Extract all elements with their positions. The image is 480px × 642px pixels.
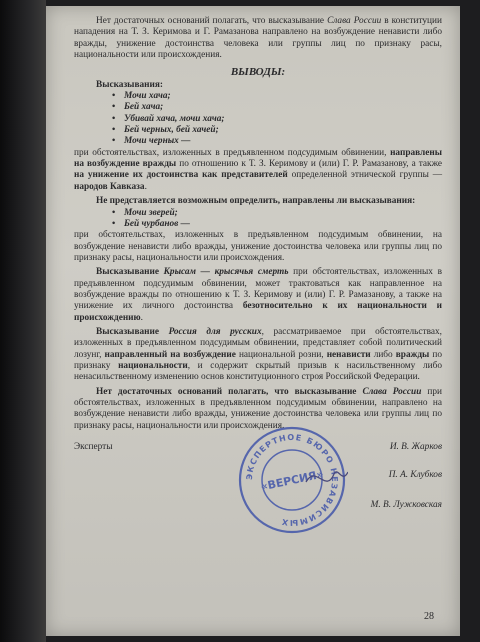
list-item: • Мочи черных — — [124, 136, 442, 147]
list-item: • Бей черных, бей хачей; — [124, 125, 442, 136]
list-item: • Бей хача; — [124, 102, 442, 113]
expert-name-1: И. В. Жарков — [389, 442, 442, 453]
page-content — [74, 16, 442, 532]
paragraph-conclusion-2: при обстоятельствах, изложенных в предъявленном подсудимым обвинении, на возбуждение ненависти либо вражды, унижение достоинства человека или группы лиц по признаку расы, национальности или происхождения. — [74, 230, 442, 263]
cannot-determine-heading: Не представляется возможным определить, направлены ли высказывания: — [96, 196, 416, 207]
expert-name-2: П. А. Клубков — [388, 470, 442, 481]
paragraph-conclusion-3: Высказывание Крысам — крысячья смерть при обстоятельствах, изложенных в предъявленном подсудимым обвинении, может трактоваться как направленное на возбуждение вражды по отношению к Т. З. Керимову и (или) Г. Р. Рамазанову, а также на унижение их личного достоинства безотносительно к их национальности и происхождению. — [74, 267, 442, 323]
paragraph-conclusion-4: Высказывание Россия для русских, рассматриваемое при обстоятельствах, изложенных в предъявленном подсудимым обвинении, представляет собой политический лозунг, направленный на возбуждение национальной розни, ненависти либо вражды по признаку национальности, и содержит скрытый призыв к насильственному либо ненасильственному изменению основ конституционного строя Российской Федерации. — [74, 326, 442, 383]
book-spine-shadow — [0, 0, 46, 642]
experts-label: Эксперты — [74, 442, 113, 453]
conclusions-heading: ВЫВОДЫ: — [230, 66, 286, 79]
list-item: • Мочи зверей; — [124, 208, 442, 219]
list-item: • Мочи хача; — [124, 91, 442, 102]
statements-list-2 — [74, 208, 442, 231]
statements-list-1 — [74, 91, 442, 148]
paragraph-intro: Нет достаточных оснований полагать, что высказывание Слава России в конституции нападения на Т. З. Керимова и Г. Рамазанова направлено на возбуждение ненависти либо вражды, унижение достоинства человека или группы лиц по признаку расы, национальности или происхождения. — [74, 16, 442, 61]
organization-stamp — [236, 424, 348, 536]
stamp-center-text: «ВЕРСИЯ» — [259, 467, 325, 494]
list-item: • Бей чурбанов — — [124, 219, 442, 230]
stamp-ring-text: ЭКСПЕРТНОЕ БЮРО НЕЗАВИСИМЫХ — [244, 432, 340, 528]
signature-block — [74, 432, 442, 532]
paragraph-conclusion-1: при обстоятельствах, изложенных в предъявленном подсудимым обвинении, направлены на возбуждение вражды по отношению к Т. З. Керимову и (или) Г. Р. Рамазанову, а также на унижение их достоинства как представителей определенной этнической группы — народов Кавказа. — [74, 147, 442, 192]
paragraph-conclusion-5: Нет достаточных оснований полагать, что высказывание Слава России при обстоятельствах, изложенных в предъявленном подсудимым обвинении, направлено на возбуждение ненависти либо вражды, унижение достоинства человека или группы лиц по признаку расы, национальности или происхождения. — [74, 386, 442, 431]
document-page — [46, 6, 460, 636]
list-item: • Убивай хача, мочи хача; — [124, 114, 442, 125]
statements-heading: Высказывания: — [96, 79, 163, 90]
expert-name-3: М. В. Лужковская — [370, 500, 442, 511]
page-number: 28 — [424, 611, 434, 622]
